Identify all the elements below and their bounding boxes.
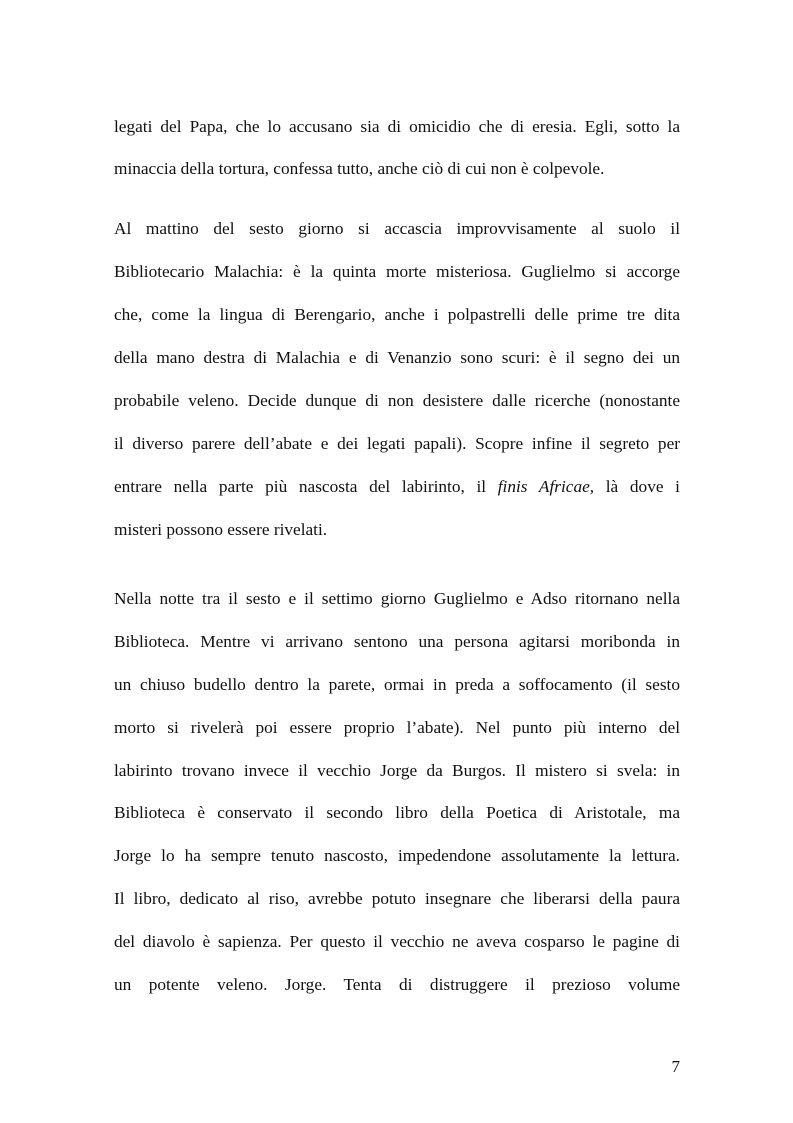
text-line: un chiuso budello dentro la parete, ormai in preda a soffocamento (il sesto [114, 675, 680, 694]
text-line: Biblioteca è conservato il secondo libro della Poetica di Aristotale, ma [114, 803, 680, 822]
text-line: misteri possono essere rivelati. [114, 520, 328, 539]
text-line: Nella notte tra il sesto e il settimo giorno Guglielmo e Adso ritornano nella [114, 589, 680, 608]
text-line: Al mattino del sesto giorno si accascia improvvisamente al suolo il [114, 219, 680, 238]
text-line: Jorge lo ha sempre tenuto nascosto, impedendone assolutamente la lettura. [114, 846, 680, 865]
text-line: che, come la lingua di Berengario, anche i polpastrelli delle prime tre dita [114, 305, 680, 324]
text-line: un potente veleno. Jorge. Tenta di distruggere il prezioso volume [114, 975, 680, 994]
text-line: Il libro, dedicato al riso, avrebbe potuto insegnare che liberarsi della paura [114, 889, 680, 908]
text-segment: là dove i [594, 477, 680, 496]
text-line-with-italic [114, 476, 680, 498]
text-line: Biblioteca. Mentre vi arrivano sentono una persona agitarsi moribonda in [114, 632, 680, 651]
text-line: legati del Papa, che lo accusano sia di omicidio che di eresia. Egli, sotto la [114, 117, 680, 136]
text-line: Bibliotecario Malachia: è la quinta morte misteriosa. Guglielmo si accorge [114, 262, 680, 281]
text-line: minaccia della tortura, confessa tutto, anche ciò di cui non è colpevole. [114, 159, 605, 178]
italic-term: finis Africae, [497, 477, 595, 496]
text-line: il diverso parere dell’abate e dei legati papali). Scopre infine il segreto per [114, 434, 680, 453]
text-line: probabile veleno. Decide dunque di non desistere dalle ricerche (nonostante [114, 391, 680, 410]
text-line: morto si rivelerà poi essere proprio l’abate). Nel punto più interno del [114, 718, 680, 737]
text-line: della mano destra di Malachia e di Venanzio sono scuri: è il segno dei un [114, 348, 680, 367]
text-segment: entrare nella parte più nascosta del labirinto, il [114, 477, 498, 496]
text-line: labirinto trovano invece il vecchio Jorge da Burgos. Il mistero si svela: in [114, 761, 680, 780]
page-number: 7 [671, 1057, 680, 1076]
text-line: del diavolo è sapienza. Per questo il vecchio ne aveva cosparso le pagine di [114, 932, 680, 951]
